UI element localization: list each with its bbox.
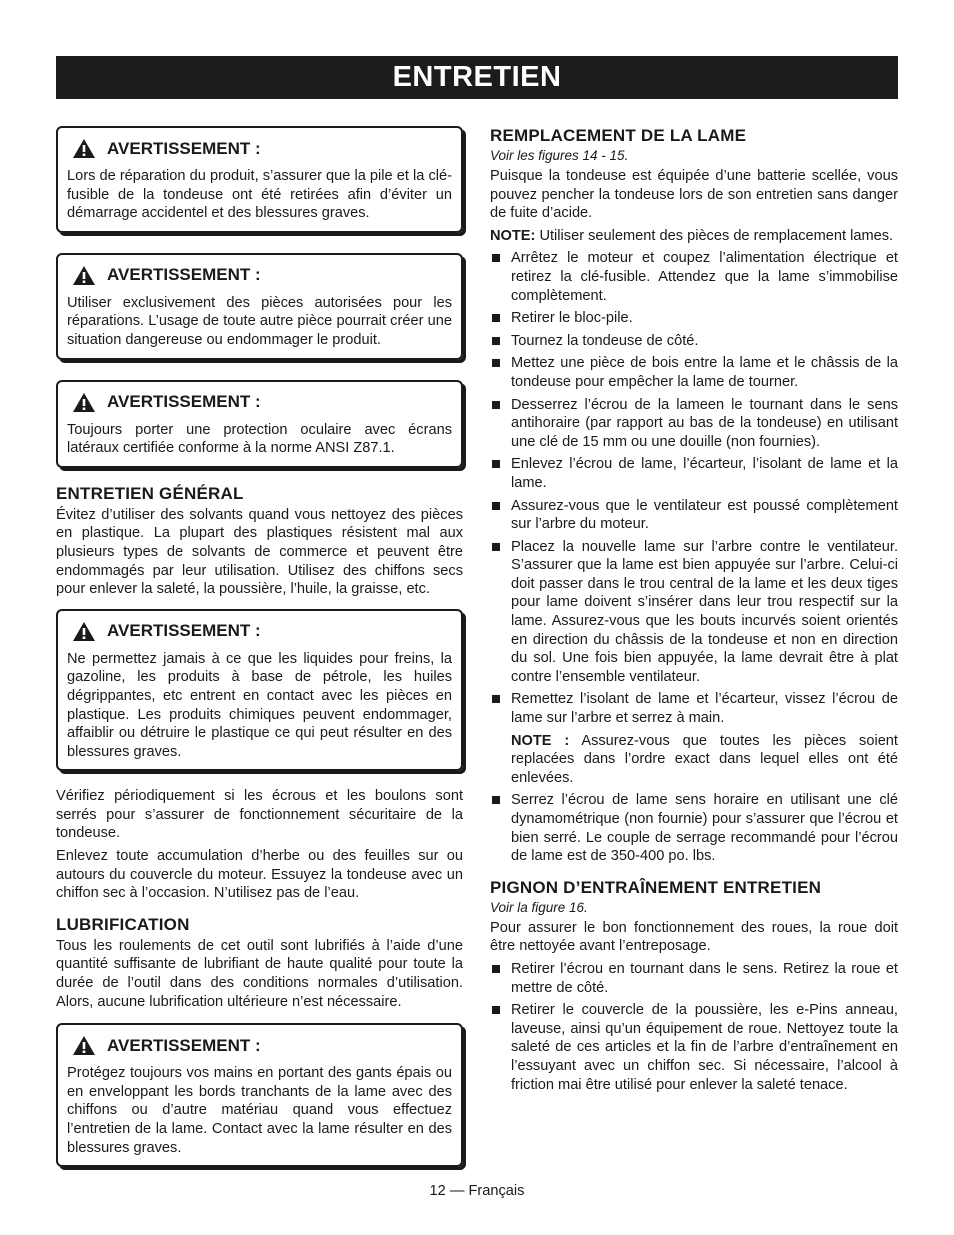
warning-text: Protégez toujours vos mains en portant des gants épais ou en enveloppant les bords tranchants de la lame avec des chiffons ou d’autre matériau quand vous effectuez l’entretien de la lame. Contact avec la lame résulter en des blessures graves. — [67, 1065, 452, 1156]
right-column — [490, 126, 898, 1098]
warning-text: Lors de réparation du produit, s’assurer que la pile et la clé-fusible de la tondeuse ont été retirées afin d’éviter un démarrage accidentel et des blessures graves. — [67, 168, 452, 222]
figure-reference: Voir les figures 14 - 15. — [490, 148, 629, 163]
blade-steps-list — [490, 791, 898, 865]
list-item: Placez la nouvelle lame sur l’arbre contre le ventilateur. S’assurer que la lame est bien appuyée sur l’arbre. Celui-ci doit passer dans le trou central de la lame et les deux tiges pour lame doivent s’insérer dans leur trou respectif sur la lame. Assurez-vous que les bouts incurvés soient orientés en direction du châssis de la tondeuse et non en direction du sol. Une fois bien appuyée, la lame devrait être à plat contre l’ensemble ventilateur. — [490, 538, 898, 687]
note-paragraph — [490, 227, 898, 246]
pinion-intro: Pour assurer le bon fonctionnement des roues, la roue doit être nettoyée avant l’entreposage. — [490, 919, 898, 955]
section-heading-lubrication: LUBRIFICATION — [56, 914, 190, 934]
list-item: Tournez la tondeuse de côté. — [490, 332, 898, 351]
warning-text: Utiliser exclusivement des pièces autorisées pour les réparations. L’usage de toute autre pièce pourrait créer une situation dangereuse ou endommager le produit. — [67, 294, 452, 348]
warning-box — [56, 1023, 463, 1167]
warning-label: AVERTISSEMENT : — [107, 265, 261, 285]
warning-label: AVERTISSEMENT : — [107, 138, 261, 158]
warning-label: AVERTISSEMENT : — [107, 392, 261, 412]
warning-triangle-icon — [72, 138, 96, 159]
list-item: Retirer le bloc-pile. — [490, 309, 898, 328]
warning-triangle-icon — [72, 392, 96, 413]
warning-box — [56, 609, 463, 772]
note-label: NOTE : — [511, 732, 570, 749]
left-column — [56, 126, 463, 1187]
list-item: Assurez-vous que le ventilateur est poussé complètement sur l’arbre du moteur. — [490, 497, 898, 534]
warning-label: AVERTISSEMENT : — [107, 1035, 261, 1055]
list-item: Desserrez l’écrou de la lameen le tournant dans le sens antihoraire (par rapport au bas de la tondeuse) en utilisant une clé de 15 mm ou une douille (non fournies). — [490, 396, 898, 452]
warning-triangle-icon — [72, 621, 96, 642]
page-title: ENTRETIEN — [56, 56, 898, 99]
list-item: Arrêtez le moteur et coupez l’alimentation électrique et retirez la clé-fusible. Attendez que la lame s’immobilise complètement. — [490, 249, 898, 305]
pinion-steps-list — [490, 960, 898, 1094]
list-item: Remettez l’isolant de lame et l’écarteur, vissez l’écrou de lame sur l’arbre et serrez à main. — [490, 690, 898, 727]
grass-paragraph: Enlevez toute accumulation d’herbe ou des feuilles sur ou autours du couvercle du moteur. Essuyez la tondeuse avec un chiffon sec à l’occasion. N’utilisez pas de l’eau. — [56, 848, 463, 902]
note-text: Utiliser seulement des pièces de remplacement lames. — [535, 227, 894, 244]
page-footer: 12 — Français — [429, 1183, 525, 1199]
lubrication-text: Tous les roulements de cet outil sont lubrifiés à l’aide d’une quantité suffisante de lubrifiant de haute qualité pour toute la durée de l’outil dans des conditions normales d’utilisation. Alors, aucune lubrification ultérieure n’est nécessaire. — [56, 937, 463, 1010]
warning-box — [56, 253, 463, 360]
warning-triangle-icon — [72, 265, 96, 286]
note-paragraph — [490, 732, 898, 788]
warning-text: Toujours porter une protection oculaire avec écrans latéraux certifiée conforme à la norme ANSI Z87.1. — [67, 421, 452, 457]
general-text: Évitez d’utiliser des solvants quand vous nettoyez des pièces en plastique. La plupart des plastiques résistent mal aux plusieurs types de solvants de commerce et peuvent être endommagés par leur utilisation. Utilisez des chiffons secs pour enlever la saleté, la poussière, l’huile, la graisse, etc. — [56, 506, 463, 598]
warning-text: Ne permettez jamais à ce que les liquides pour freins, la gazoline, les produits à base de pétrole, les huiles dégrippantes, etc entrent en contact avec les pièces en plastique. Les produits chimiques peuvent endommager, affaiblir ou détruire le plastique ce qui peut résulter en des blessures graves. — [67, 650, 452, 760]
note-label: NOTE: — [490, 227, 536, 244]
list-item: Serrez l’écrou de lame sens horaire en utilisant une clé dynamométrique (non fournie) pour s’assurer que l’écrou et bien serré. Le couple de serrage recommandé pour l’écrou de lame est de 350-400 po. lbs. — [490, 791, 898, 865]
section-heading-pinion: PIGNON D’ENTRAÎNEMENT ENTRETIEN — [490, 877, 822, 897]
list-item: Retirer le couvercle de la poussière, les e-Pins anneau, laveuse, ainsi qu’un équipement de roue. Nettoyez toute la saleté de ces articles et la fin de l’arbre d’entraînement en l’essuyant avec un chiffon sec. Si nécessaire, l’alcool à friction mai être utilisé pour enlever la saleté tenace. — [490, 1001, 898, 1094]
section-heading-general: ENTRETIEN GÉNÉRAL — [56, 483, 244, 503]
section-heading-blade: REMPLACEMENT DE LA LAME — [490, 126, 747, 145]
list-item: Retirer l’écrou en tournant dans le sens. Retirez la roue et mettre de côté. — [490, 960, 898, 997]
figure-reference: Voir la figure 16. — [490, 899, 588, 915]
warning-box — [56, 126, 463, 233]
list-item: Mettez une pièce de bois entre la lame et le châssis de la tondeuse pour empêcher la lame de tourner. — [490, 354, 898, 391]
blade-intro: Puisque la tondeuse est équipée d’une batterie scellée, vous pouvez pencher la tondeuse lors de son entretien sans danger de fuite d’acide. — [490, 168, 898, 222]
warning-label: AVERTISSEMENT : — [107, 621, 261, 641]
list-item: Enlevez l’écrou de lame, l’écarteur, l’isolant de lame et la lame. — [490, 455, 898, 492]
bolts-paragraph: Vérifiez périodiquement si les écrous et les boulons sont serrés pour s’assurer de fonctionnement sécuritaire de la tondeuse. — [56, 788, 463, 842]
warning-triangle-icon — [72, 1035, 96, 1056]
note-text: Assurez-vous que toutes les pièces soient replacées dans l’ordre exact dans lequel elles ont été enlevées. — [511, 732, 898, 786]
warning-box — [56, 380, 463, 468]
blade-steps-list — [490, 249, 898, 727]
